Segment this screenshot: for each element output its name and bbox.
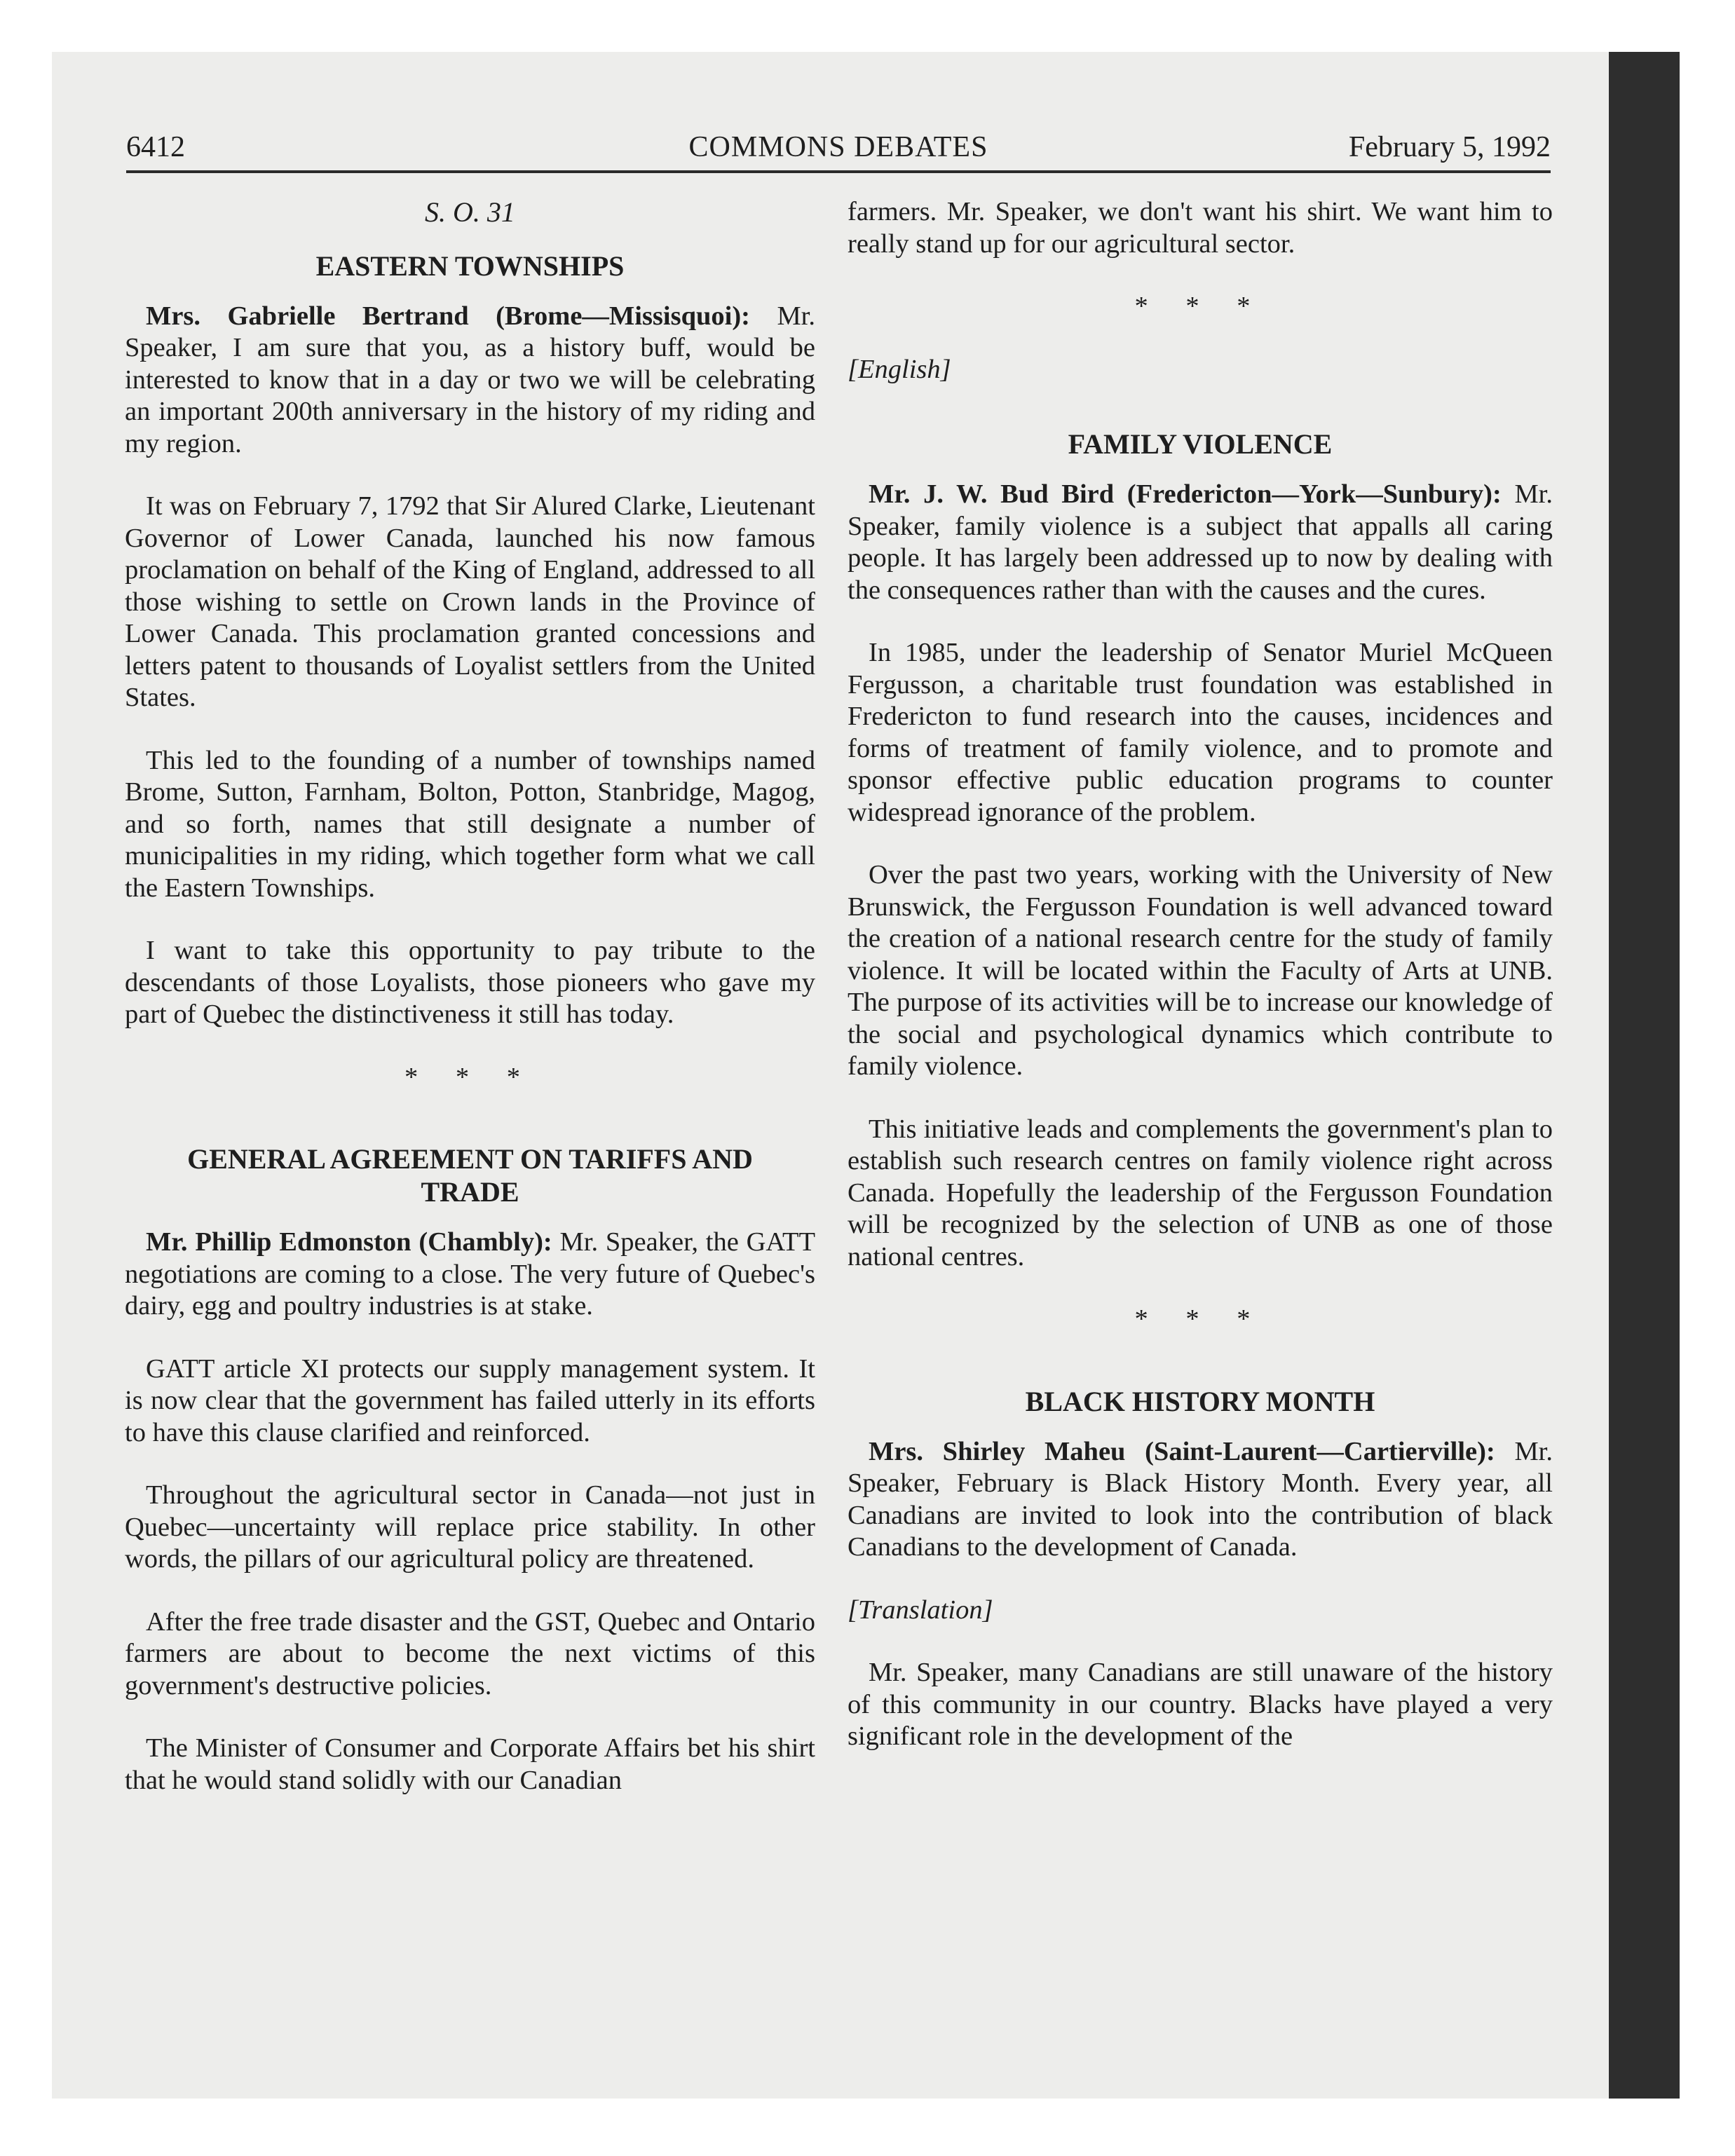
paragraph: It was on February 7, 1792 that Sir Alured Clarke, Lieutenant Governor of Lower Canada, launched his now famous proclamation on behalf of the King of England, addressed to all those wishing to settle on Crown lands in the Province of Lower Canada. This proclamation granted concessions and letters patent to thousands of Loyalist settlers from the United States.: [125, 491, 815, 712]
book-spine-shadow: [1609, 52, 1680, 2099]
paragraph: The Minister of Consumer and Corporate Affairs bet his shirt that he would stand solidly with our Canadian: [125, 1733, 815, 1795]
speaker-name: Mr. Phillip Edmonston (Chambly):: [146, 1227, 552, 1257]
paragraph: [848, 1436, 1553, 1564]
paragraph: [125, 1227, 815, 1323]
section-separator: * * *: [404, 1062, 536, 1092]
section-heading-gatt-line1: GENERAL AGREEMENT ON TARIFFS AND: [187, 1143, 753, 1175]
speaker-name: Mr. J. W. Bud Bird (Fredericton—York—Sunbury):: [869, 479, 1502, 509]
paragraph-continued: farmers. Mr. Speaker, we don't want his shirt. We want him to really stand up for our agricultural sector.: [848, 197, 1553, 259]
page-number: 6412: [126, 131, 185, 163]
left-column: [125, 196, 815, 1796]
paragraph-text: Mr. Speaker, I am sure that you, as a history buff, would be interested to know that in a day or two we will be celebrating an important 200th anniversary in the history of my riding and my region.: [125, 301, 816, 458]
paragraph: Throughout the agricultural sector in Canada—not just in Quebec—uncertainty will replace price stability. In other words, the pillars of our agricultural policy are threatened.: [125, 1480, 815, 1574]
paragraph: Over the past two years, working with the University of New Brunswick, the Fergusson Foundation is well advanced toward the creation of a national research centre for the study of family violence. It will be located within the Faculty of Arts at UNB. The purpose of its activities will be to increase our knowledge of the social and psychological dynamics which contribute to family violence.: [848, 860, 1553, 1081]
paragraph: After the free trade disaster and the GST, Quebec and Ontario farmers are about to become the next victims of this government's destructive policies.: [125, 1606, 815, 1700]
section-separator: * * *: [1134, 1304, 1266, 1334]
page-header: [126, 130, 1551, 170]
paragraph: I want to take this opportunity to pay tribute to the descendants of those Loyalists, those pioneers who gave my part of Quebec the distinctiveness it still has today.: [125, 936, 815, 1029]
section-heading-eastern-townships: EASTERN TOWNSHIPS: [315, 250, 625, 282]
paragraph: GATT article XI protects our supply management system. It is now clear that the government has failed utterly in its efforts to have this clause clarified and reinforced.: [125, 1353, 815, 1447]
publication-title: COMMONS DEBATES: [688, 131, 988, 163]
language-tag-english: [English]: [848, 354, 951, 384]
paragraph-text: Mr. Speaker, family violence is a subject that appalls all caring people. It has largely been addressed up to now by dealing with the consequences rather than with the causes and the cures.: [848, 479, 1553, 605]
section-separator: * * *: [1134, 292, 1266, 321]
language-tag-translation: [Translation]: [848, 1595, 993, 1625]
paragraph: [125, 301, 815, 460]
paragraph: In 1985, under the leadership of Senator Muriel McQueen Fergusson, a charitable trust foundation was established in Fredericton to fund research into the causes, incidences and forms of treatment of family violence, and to promote and sponsor effective public education programs to counter widespread ignorance of the problem.: [848, 638, 1553, 827]
speaker-name: Mrs. Shirley Maheu (Saint-Laurent—Cartierville):: [869, 1436, 1495, 1466]
right-column: [848, 196, 1553, 1753]
section-heading-family-violence: FAMILY VIOLENCE: [1068, 428, 1333, 460]
paragraph-text: Mr. Speaker, the GATT negotiations are coming to a close. The very future of Quebec's dairy, egg and poultry industries is at stake.: [125, 1227, 815, 1321]
speaker-name: Mrs. Gabrielle Bertrand (Brome—Missisquoi):: [146, 301, 751, 331]
paragraph: Mr. Speaker, many Canadians are still unaware of the history of this community in our country. Blacks have played a very significant role in the development of the: [848, 1658, 1553, 1751]
paragraph: This led to the founding of a number of townships named Brome, Sutton, Farnham, Bolton, Potton, Stanbridge, Magog, and so forth, names that still designate a number of municipalities in my riding, which together form what we call the Eastern Townships.: [125, 745, 815, 903]
paragraph: This initiative leads and complements the government's plan to establish such research centres on family violence right across Canada. Hopefully the leadership of the Fergusson Foundation will be recognized by the selection of UNB as one of those national centres.: [848, 1114, 1553, 1271]
paragraph-text: Mr. Speaker, February is Black History Month. Every year, all Canadians are invited to look into the contribution of black Canadians to the development of Canada.: [848, 1436, 1553, 1562]
header-rule: [126, 170, 1551, 173]
standing-order-label: S. O. 31: [425, 196, 515, 228]
paragraph: [848, 479, 1553, 606]
section-heading-gatt-line2: TRADE: [421, 1176, 519, 1208]
publication-date: February 5, 1992: [1348, 131, 1551, 163]
section-heading-black-history-month: BLACK HISTORY MONTH: [1025, 1385, 1375, 1417]
